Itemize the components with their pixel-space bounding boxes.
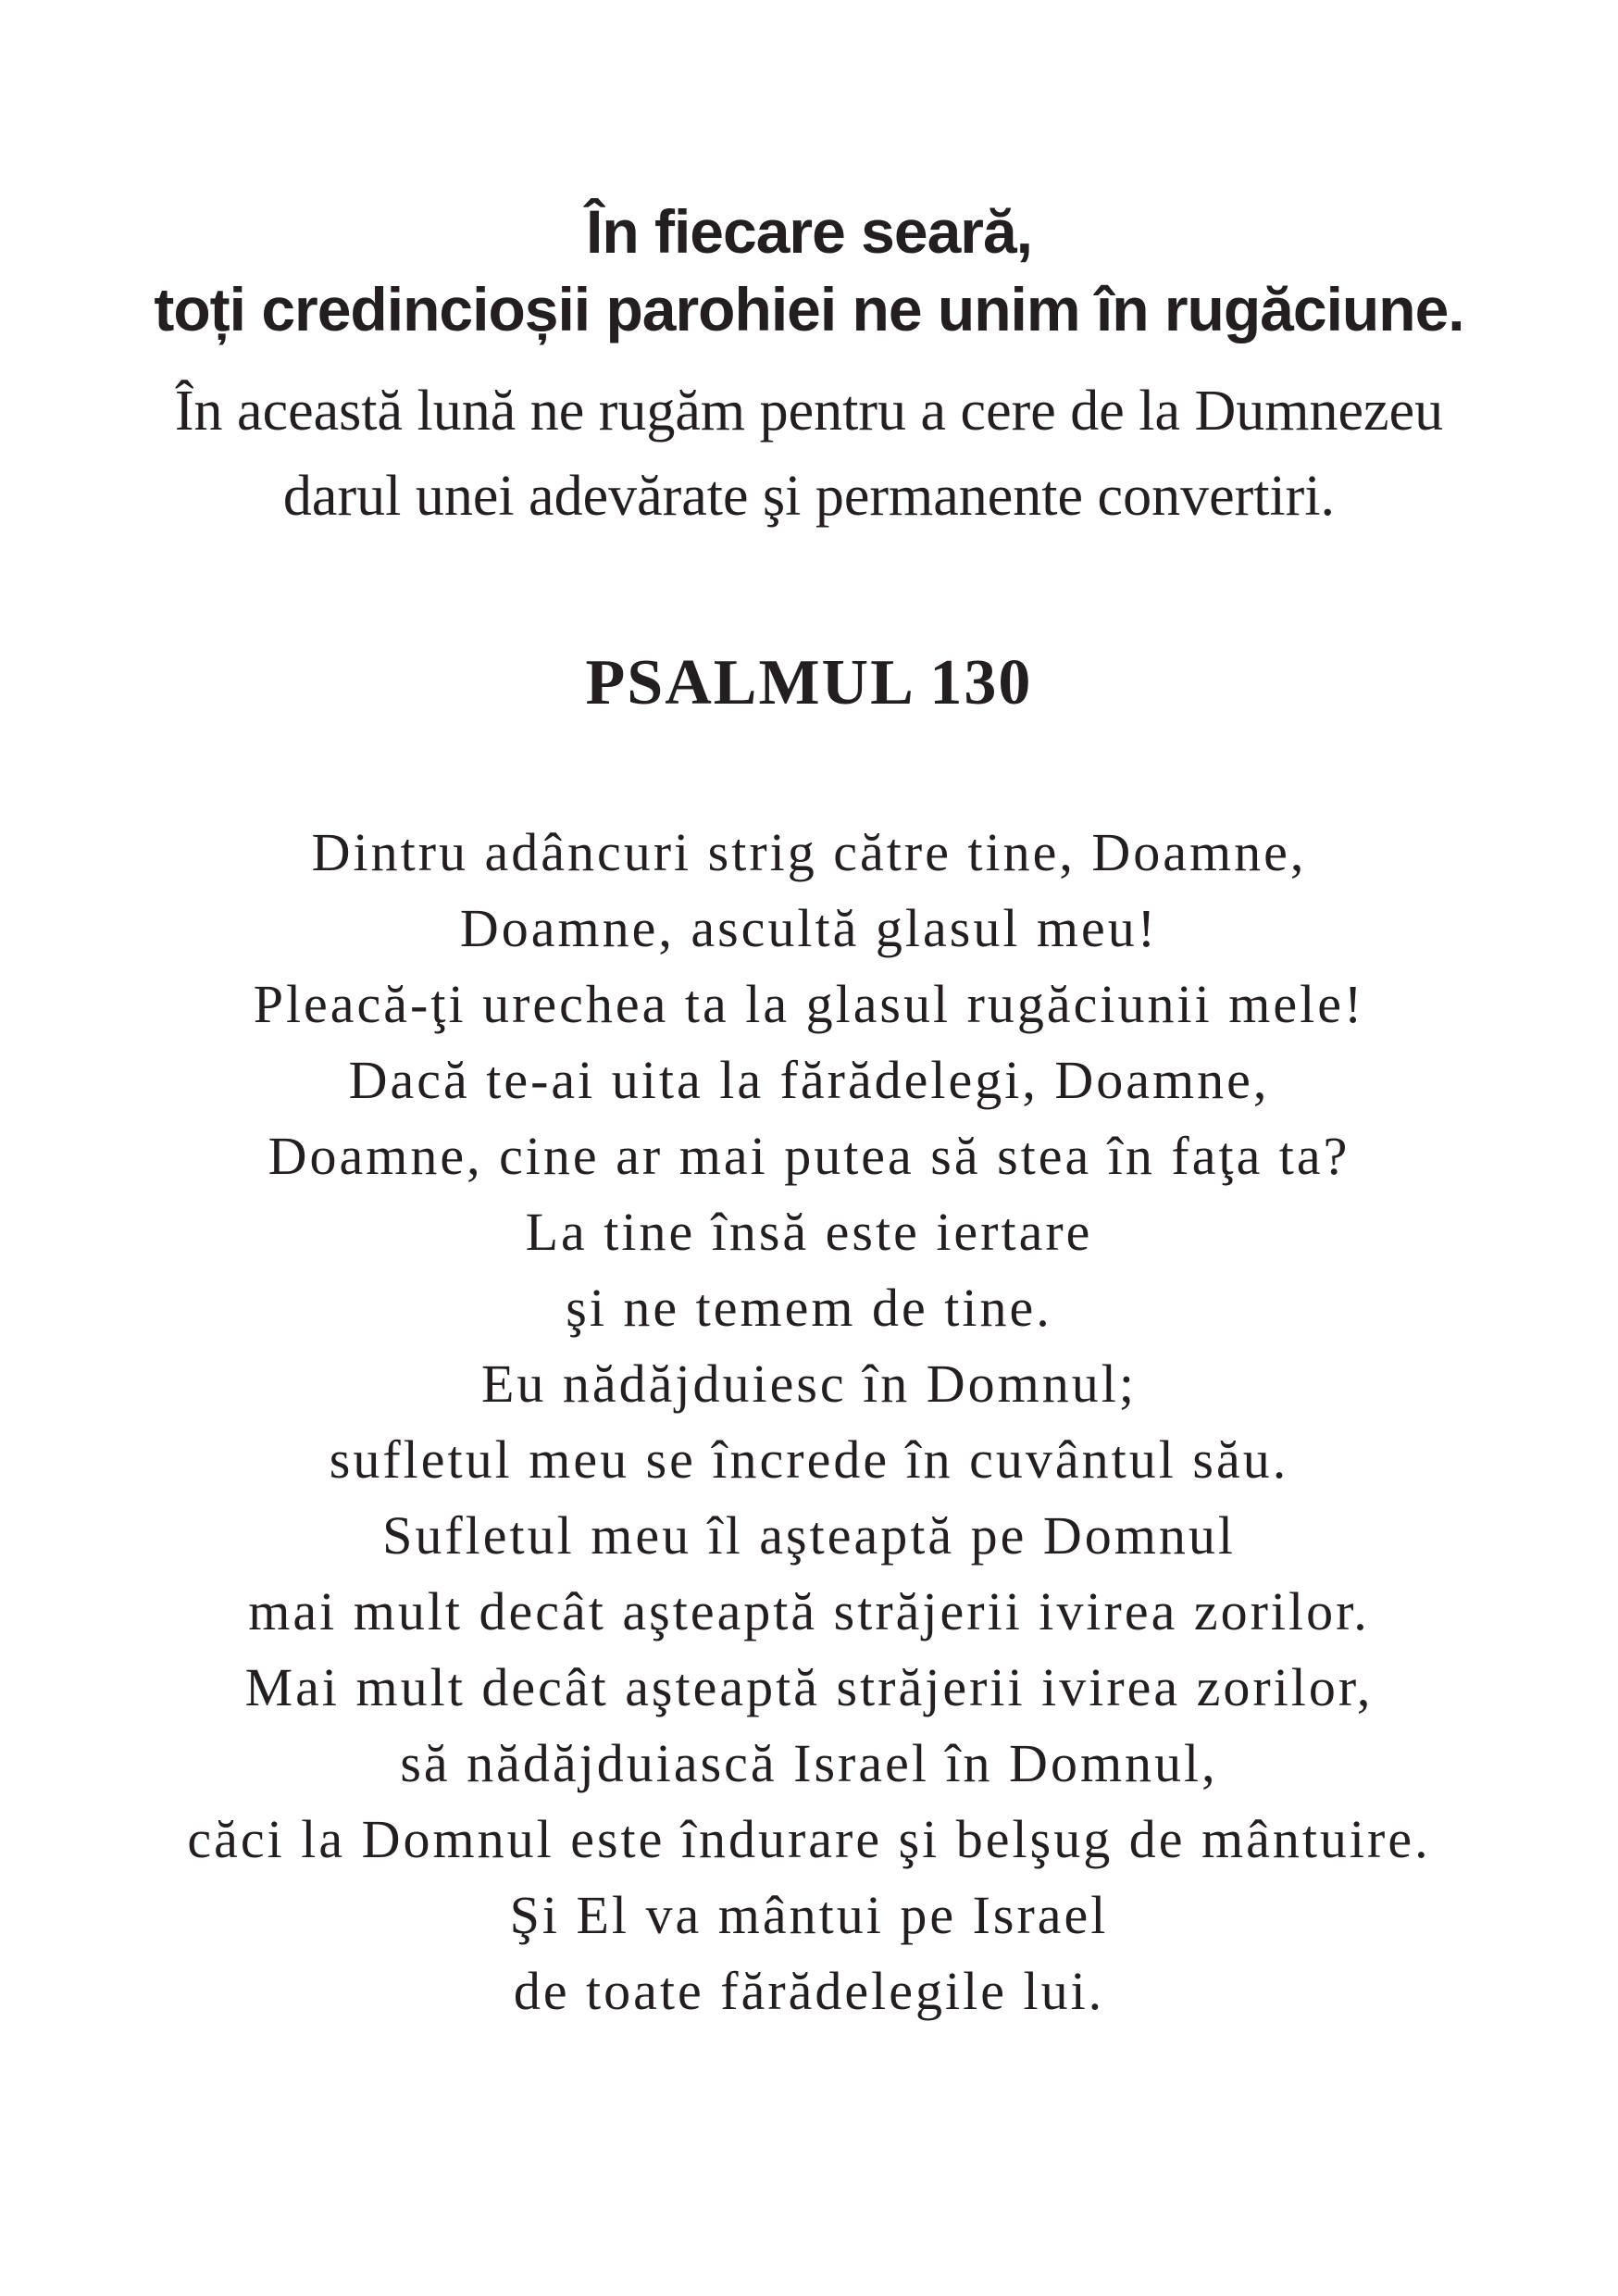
intro-paragraph	[0, 368, 1618, 539]
psalm-line: La tine însă este iertare	[525, 1202, 1093, 1262]
psalm-line: Sufletul meu îl aşteaptă pe Domnul	[382, 1505, 1236, 1566]
header-line-1: În fiecare seară,	[586, 197, 1032, 266]
header-line-2: toți credincioșii parohiei ne unim în rugăciune.	[154, 275, 1464, 343]
psalm-line: sufletul meu se încrede în cuvântul său.	[329, 1429, 1289, 1490]
page-header	[0, 0, 1618, 348]
psalm-line: Dacă te-ai uita la fărădelegi, Doamne,	[348, 1050, 1270, 1110]
psalm-line: Doamne, ascultă glasul meu!	[459, 898, 1159, 958]
intro-line-2: darul unei adevărate şi permanente convertiri.	[282, 465, 1336, 528]
psalm-line: Mai mult decât aşteaptă străjerii ivirea zorilor,	[244, 1657, 1374, 1717]
intro-line-1: În această lună ne rugăm pentru a cere de la Dumnezeu	[174, 380, 1444, 443]
psalm-line: Dintru adâncuri strig către tine, Doamne,	[311, 822, 1307, 882]
psalm-line: Şi El va mântui pe Israel	[509, 1885, 1109, 1945]
psalm-line: căci la Domnul este îndurare şi belşug de mântuire.	[187, 1809, 1431, 1869]
psalm-line: Pleacă-ţi urechea ta la glasul rugăciunii mele!	[253, 974, 1365, 1034]
psalm-title: PSALMUL 130	[585, 647, 1033, 718]
psalm-body	[0, 815, 1618, 2029]
psalm-line: să nădăjduiască Israel în Domnul,	[400, 1733, 1218, 1793]
psalm-line: de toate fărădelegile lui.	[513, 1961, 1105, 2021]
psalm-line: şi ne temem de tine.	[566, 1278, 1052, 1338]
psalm-line: Doamne, cine ar mai putea să stea în faţa ta?	[268, 1126, 1350, 1186]
psalm-line: Eu nădăjduiesc în Domnul;	[480, 1354, 1138, 1414]
psalm-line: mai mult decât aşteaptă străjerii ivirea zorilor.	[248, 1581, 1370, 1641]
